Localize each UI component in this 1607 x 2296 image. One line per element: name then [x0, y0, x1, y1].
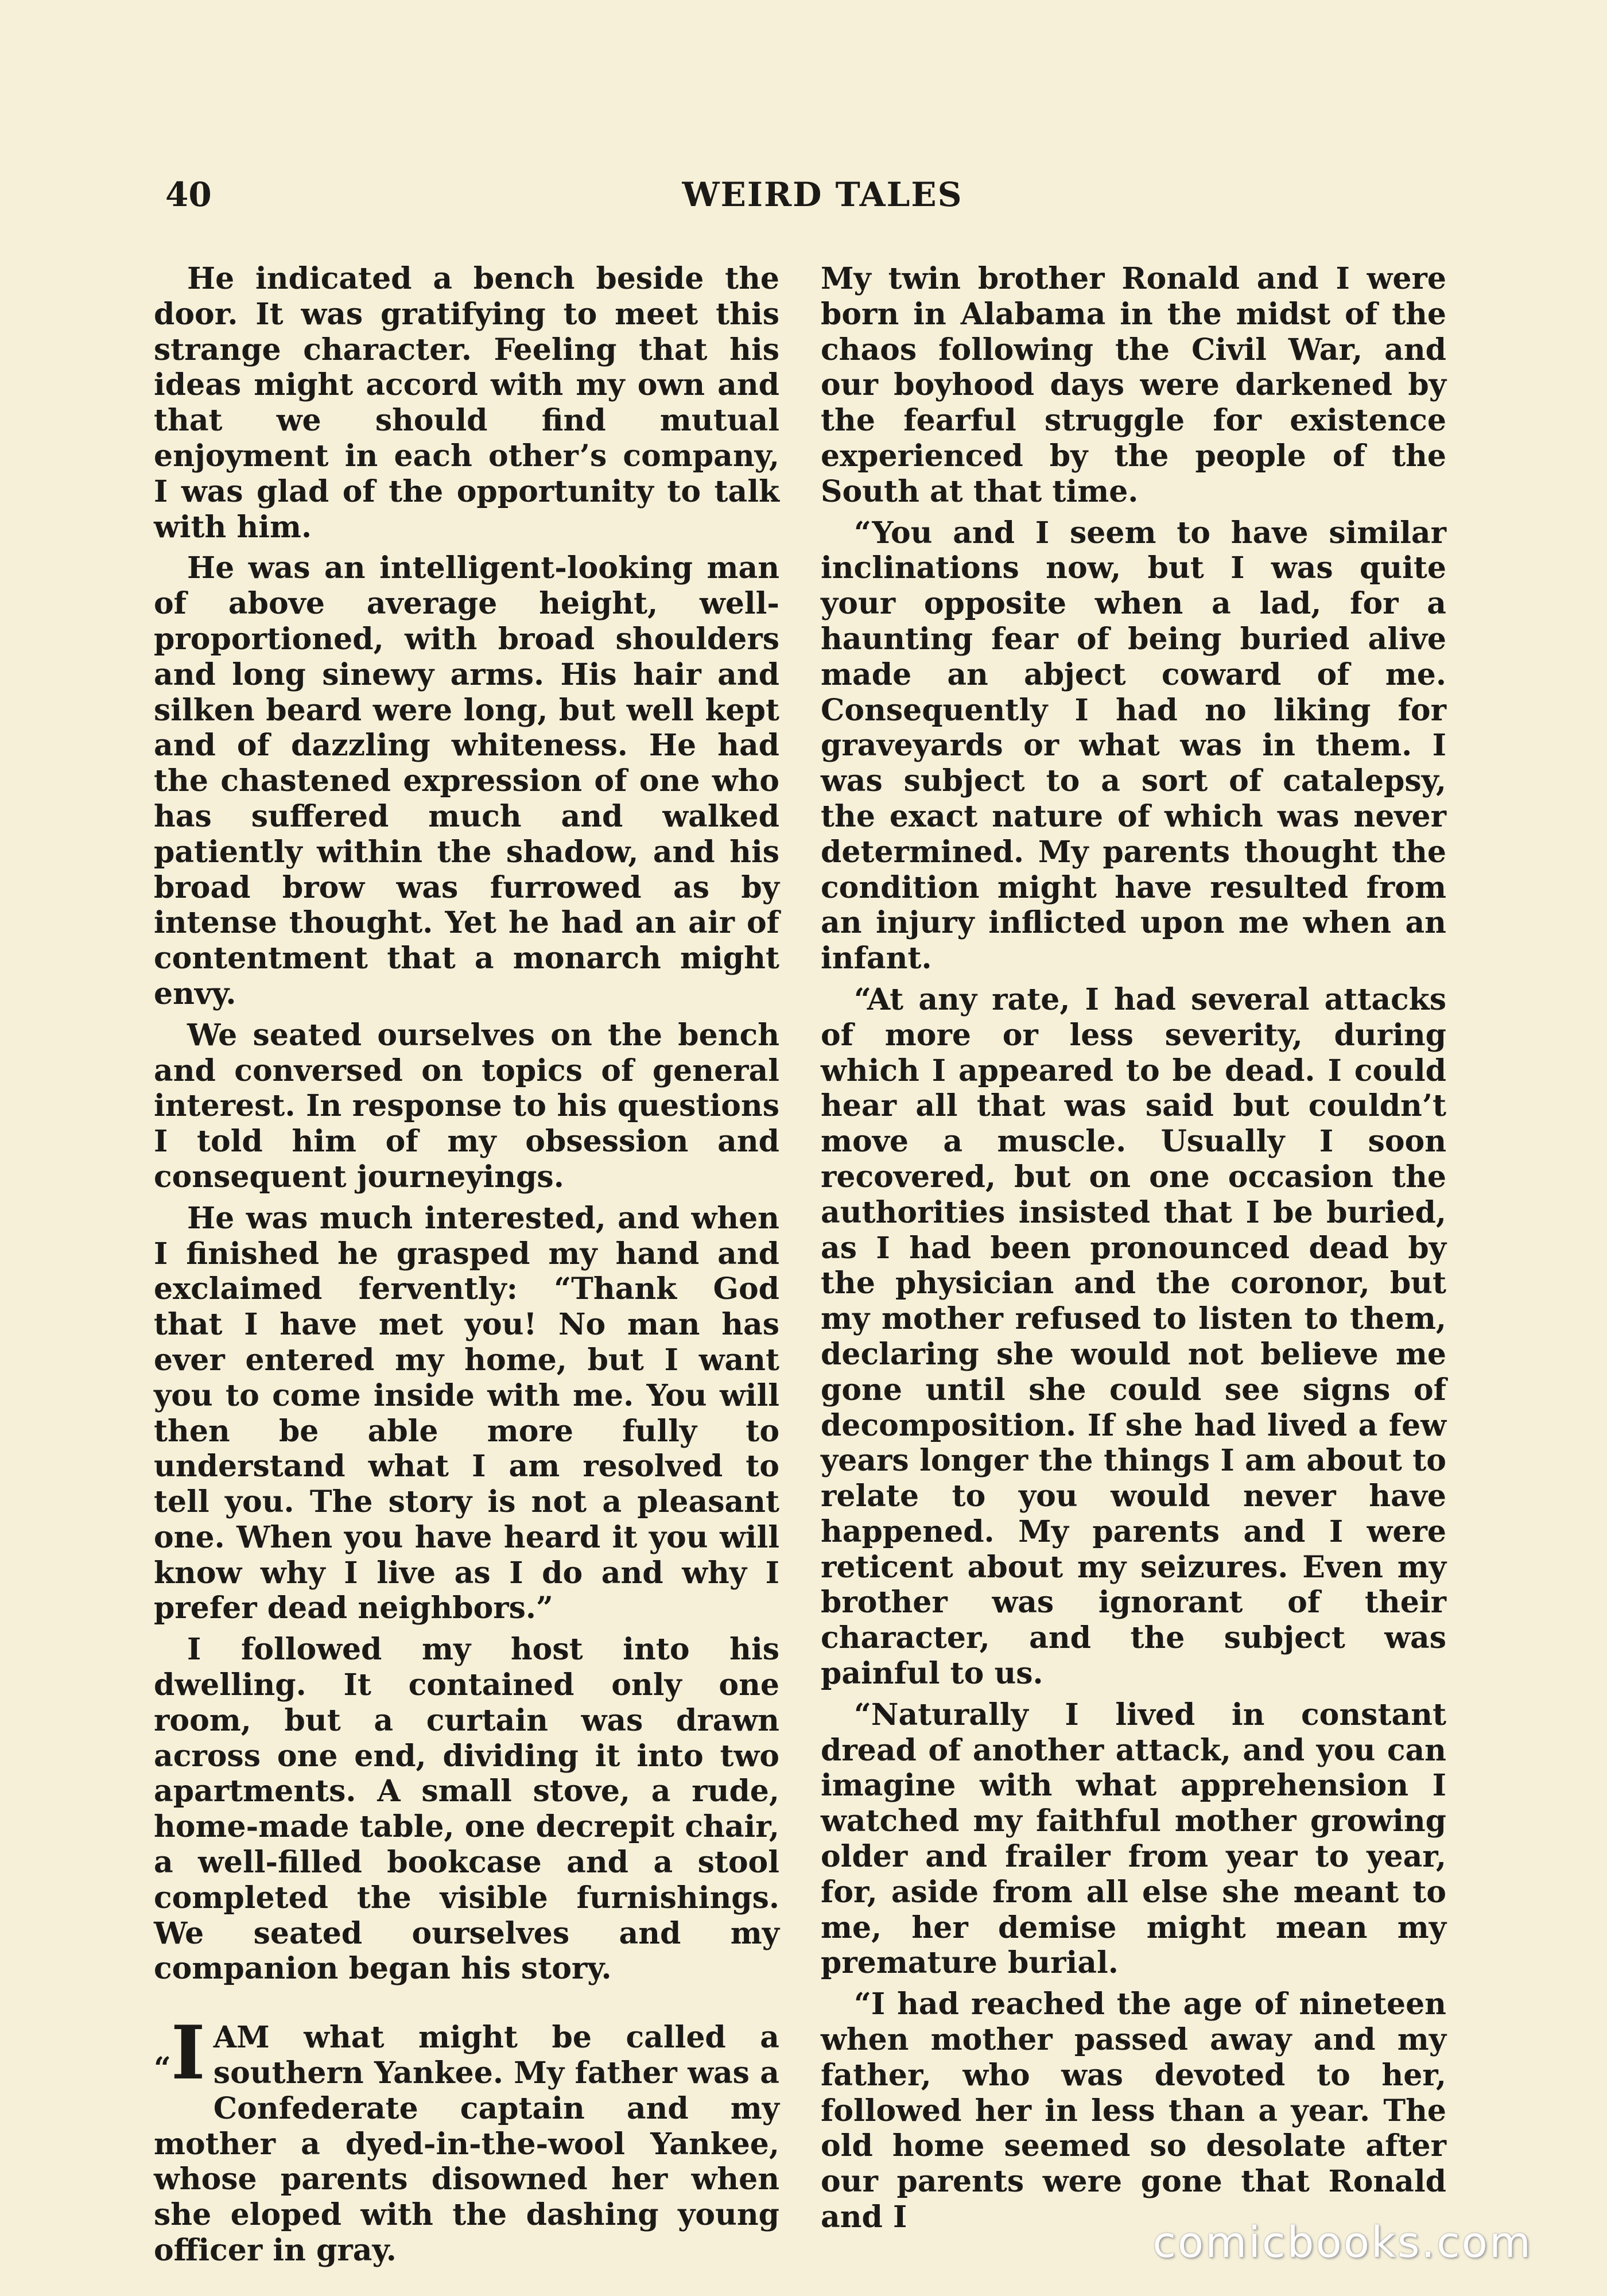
- paragraph: “Naturally I lived in constant dread of another attack, and you can imagine with what apprehension I watched my faithful mother growing older and frailer from year to year, for, aside from all else she meant to me, her demise might mean my premature burial.: [821, 1697, 1446, 1981]
- paragraph: “At any rate, I had several attacks of more or less severity, during which I appeared to be dead. I could hear all that was said but couldn’t move a muscle. Usually I soon recovered, but on one occasion the authorities insisted that I be buried, as I had been pronounced dead by the physician and the coronor, but my mother refused to listen to them, declaring she would not believe me gone until she could see signs of decomposition. If she had lived a few years longer the things I am about to relate to you would never have happened. My parents and I were reticent about my seizures. Even my brother was ignorant of their character, and the subject was painful to us.: [821, 982, 1446, 1692]
- paragraph: “You and I seem to have similar inclinations now, but I was quite your opposite when a lad, for a haunting fear of being buried alive made an abject coward of me. Consequently I had no liking for graveyards or what was in them. I was subject to a sort of catalepsy, the exact nature of which was never determined. My parents thought the condition might have resulted from an injury inflicted upon me when an infant.: [821, 515, 1446, 976]
- site-watermark: comicbooks.com: [1152, 2218, 1532, 2267]
- paragraph: He was much interested, and when I finished he grasped my hand and exclaimed fervently: “Thank God that I have met you! No man has ever entered my home, but I want you to come inside with me. You will then be able more fully to understand what I am resolved to tell you. The story is not a pleasant one. When you have heard it you will know why I live as I do and why I prefer dead neighbors.”: [154, 1200, 779, 1626]
- section-opening-paragraph: [154, 2010, 779, 2268]
- paragraph: “I had reached the age of nineteen when mother passed away and my father, who was devoted to her, followed her in less than a year. The old home seemed so desolate after our parents were gone that Ronald and I: [821, 1987, 1446, 2235]
- left-column: [154, 261, 779, 2274]
- open-quote: “: [154, 2051, 171, 2086]
- paragraph: I followed my host into his dwelling. It contained only one room, but a curtain was drawn across one end, dividing it into two apartments. A small stove, a rude, home-made table, one decrepit chair, a well-filled bookcase and a stool completed the visible furnishings. We seated ourselves and my companion began his story.: [154, 1632, 779, 1987]
- paragraph: We seated ourselves on the bench and conversed on topics of general interest. In response to his questions I told him of my obsession and consequent journeyings.: [154, 1017, 779, 1194]
- drop-cap-letter: I: [170, 2010, 205, 2097]
- paragraph: He indicated a bench beside the door. It was gratifying to meet this strange character. Feeling that his ideas might accord with my own and that we should find mutual enjoyment in each other’s company, I was glad of the opportunity to talk with him.: [154, 261, 779, 545]
- paragraph-continuation: My twin brother Ronald and I were born in Alabama in the midst of the chaos following the Civil War, and our boyhood days were darkened by the fearful struggle for existence experienced by the people of the South at that time.: [821, 261, 1446, 509]
- drop-cap: [154, 2010, 205, 2099]
- section-text: AM what might be called a southern Yankee. My father was a Confederate captain and my mother a dyed-in-the-wool Yankee, whose parents disowned her when she eloped with the dashing young officer in gray.: [154, 2020, 779, 2268]
- running-title: WEIRD TALES: [682, 175, 963, 214]
- page-header: [165, 175, 1480, 221]
- paragraph: He was an intelligent-looking man of above average height, well-proportioned, with broad shoulders and long sinewy arms. His hair and silken beard were long, but well kept and of dazzling whiteness. He had the chastened expression of one who has suffered much and walked patiently within the shadow, and his broad brow was furrowed as by intense thought. Yet he had an air of contentment that a monarch might envy.: [154, 550, 779, 1011]
- page-number: 40: [165, 175, 212, 214]
- right-column: [821, 261, 1446, 2241]
